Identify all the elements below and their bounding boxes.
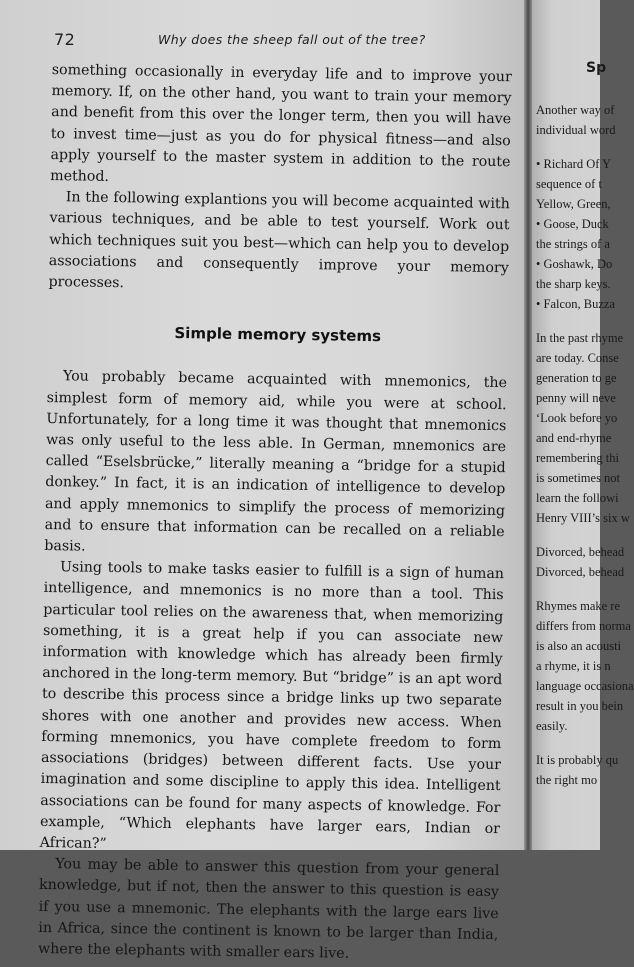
- text-line: • Goose, Duck: [536, 217, 609, 231]
- text-line: result in you bein: [536, 699, 624, 713]
- text-line: • Goshawk, Do: [536, 257, 613, 271]
- text-line: Divorced, behead: [536, 545, 625, 559]
- text-line: penny will neve: [536, 391, 616, 405]
- paragraph: In the following explantions you will become acquainted with various techniques, and be able to test yourself. Work out which techniques suit you best—which can help you to develop associations and consequently improve your memory processes.: [48, 189, 510, 292]
- text-line: Henry VIII’s six w: [536, 511, 630, 525]
- text-line: a rhyme, it is n: [536, 659, 611, 673]
- section-heading: Simple memory systems: [174, 324, 382, 346]
- text-line: Divorced, behead: [536, 565, 625, 579]
- text-line: are today. Conse: [536, 351, 619, 365]
- text-line: [536, 582, 634, 596]
- text-line: [536, 314, 634, 328]
- right-page: [532, 0, 634, 850]
- paragraph: Using tools to make tasks easier to fulfill is a sign of human intelligence, and mnemonics is no more than a tool. This particular tool relies on the awareness that, when memorizing something, it is a great help if you can associate new information with knowledge which has already been firmly anchored in the long-term memory. But “bridge” is an apt word to describe this process since a bridge links up two separate shores with one another and provides new access. When forming mnemonics, you have complete freedom to form associations (bridges) between different facts. Use your imagination and some discipline to apply this idea. Intelligent associations can be found for many aspects of knowledge. For example, “Which elephants have larger ears, Indian or African?”: [39, 559, 505, 852]
- right-page-text: [536, 58, 634, 790]
- text-line: is sometimes not: [536, 471, 621, 485]
- body-text: [38, 60, 512, 967]
- text-line: differs from norma: [536, 619, 631, 633]
- text-line: remembering thi: [536, 451, 619, 465]
- text-line: is also an acousti: [536, 639, 622, 653]
- text-line: [536, 736, 634, 750]
- text-line: individual word: [536, 123, 616, 137]
- paragraph: You probably became acquainted with mnemonics, the simplest form of memory aid, while you were at school. Unfortunately, for a long time it was thought that mnemonics was only useful to the less able. In German, mnemonics are called “Eselsbrücke,” literally meaning a “bridge for a stupid donkey.” In fact, it is an indication of intelligence to develop and apply mnemonics to simplify the process of memorizing and to ensure that information can be recalled on a reliable basis.: [44, 368, 508, 555]
- text-line: Another way of: [536, 103, 615, 117]
- text-line: learn the followi: [536, 491, 619, 505]
- text-line: [536, 528, 634, 542]
- text-line: Rhymes make re: [536, 599, 621, 613]
- text-line: language occasiona: [536, 679, 634, 693]
- text-line: generation to ge: [536, 371, 617, 385]
- page-header: [54, 30, 508, 54]
- text-line: the right mo: [536, 773, 598, 787]
- text-line: [536, 140, 634, 154]
- text-line: • Richard Of Y: [536, 157, 612, 171]
- text-line: Yellow, Green,: [536, 197, 611, 211]
- running-title: Why does the sheep fall out of the tree?: [158, 32, 426, 47]
- right-page-heading: Sp: [586, 60, 607, 76]
- text-line: the strings of a: [536, 237, 610, 251]
- text-line: and end-rhyme: [536, 431, 612, 445]
- text-line: It is probably qu: [536, 753, 619, 767]
- paragraph: something occasionally in everyday life and to improve your memory. If, on the other hand, you want to train your memory and benefit from this over the longer term, then you will have to invest time—just as you do for physical fitness—and also apply yourself to the master system in addition to the route method.: [50, 61, 512, 185]
- text-line: • Falcon, Buzza: [536, 297, 616, 311]
- text-line: easily.: [536, 719, 568, 733]
- text-line: ‘Look before yo: [536, 411, 618, 425]
- book-gutter: [524, 0, 532, 850]
- paragraph: You may be able to answer this question from your general knowledge, but if not, then the answer to this question is easy if you use a mnemonic. The elephants with the large ears live in Africa, since the continent is known to be larger than India, where the elephants with smaller ears live.: [37, 856, 500, 962]
- text-line: the sharp keys.: [536, 277, 611, 291]
- text-line: sequence of t: [536, 177, 602, 191]
- page-number: 72: [54, 30, 76, 49]
- text-line: In the past rhyme: [536, 331, 624, 345]
